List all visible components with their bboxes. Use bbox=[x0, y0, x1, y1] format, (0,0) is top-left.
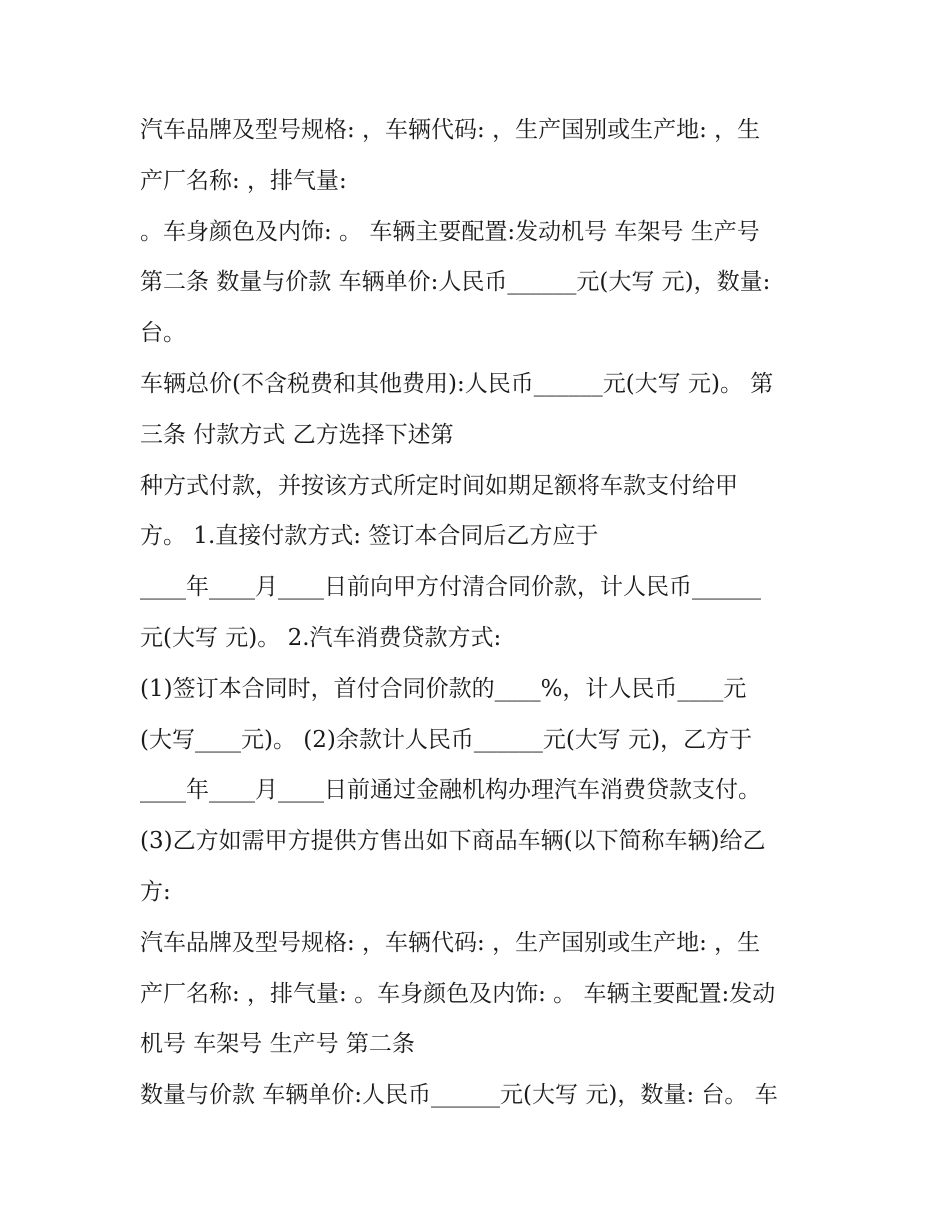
text-line: 方: bbox=[140, 878, 171, 905]
text-line: ____年____月____日前通过金融机构办理汽车消费贷款支付。 bbox=[140, 777, 761, 804]
text-line: 车辆总价(不含税费和其他费用):人民币______元(大写 元)。 第 bbox=[140, 370, 774, 397]
text-line: 。车身颜色及内饰: 。 车辆主要配置:发动机号 车架号 生产号 bbox=[140, 218, 760, 245]
text-line: 台。 bbox=[140, 320, 186, 347]
text-line: 元(大写 元)。 2.汽车消费贷款方式: bbox=[140, 624, 502, 651]
document-body bbox=[140, 110, 820, 1126]
text-line: ____年____月____日前向甲方付清合同价款，计人民币______ bbox=[140, 574, 761, 601]
text-line: 汽车品牌及型号规格: ，车辆代码: ，生产国别或生产地: ，生 bbox=[140, 117, 761, 143]
text-line: 种方式付款，并按该方式所定时间如期足额将车款支付给甲 bbox=[140, 472, 738, 499]
text-line: 三条 付款方式 乙方选择下述第 bbox=[140, 421, 454, 448]
text-line: 汽车品牌及型号规格: ，车辆代码: ，生产国别或生产地: ，生 bbox=[140, 929, 761, 956]
text-line: (大写____元)。 (2)余款计人民币______元(大写 元)，乙方于 bbox=[140, 726, 753, 753]
text-line: 产厂名称: ，排气量: bbox=[140, 167, 347, 194]
text-line: (3)乙方如需甲方提供方售出如下商品车辆(以下简称车辆)给乙 bbox=[140, 828, 766, 855]
text-line: 数量与价款 车辆单价:人民币______元(大写 元)，数量: 台。 车 bbox=[140, 1082, 778, 1109]
text-line: 第二条 数量与价款 车辆单价:人民币______元(大写 元)，数量: bbox=[140, 269, 771, 296]
text-line: 机号 车架号 生产号 第二条 bbox=[140, 1031, 415, 1058]
text-line: 方。 1.直接付款方式: 签订本合同后乙方应于 bbox=[140, 523, 599, 550]
text-line: 产厂名称: ，排气量: 。车身颜色及内饰: 。 车辆主要配置:发动 bbox=[140, 980, 776, 1007]
text-line: (1)签订本合同时，首付合同价款的____%，计人民币____元 bbox=[140, 675, 747, 702]
